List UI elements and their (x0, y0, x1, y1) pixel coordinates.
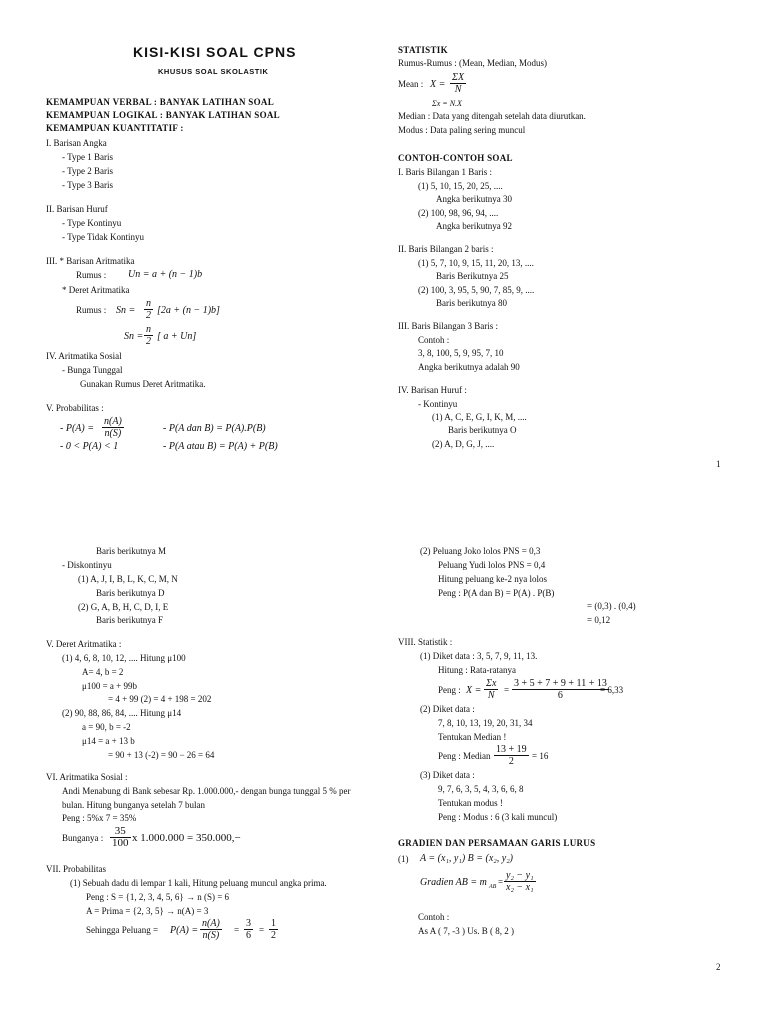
section-aritmatika-sosial: VI. Aritmatika Sosial : (46, 772, 128, 782)
section-aritmatika: III. * Barisan Aritmatika (46, 256, 135, 266)
text-line: Peng : P(A dan B) = P(A) . P(B) (438, 588, 555, 598)
text-line: Contoh : (418, 912, 450, 922)
list-item: (2) G, A, B, H, C, D, I, E (78, 602, 169, 612)
list-item: * Deret Aritmatika (62, 285, 130, 295)
list-item: (3) Diket data : (420, 770, 475, 780)
section-deret: V. Deret Aritmatika : (46, 639, 122, 649)
list-item: (1) Diket data : 3, 5, 7, 9, 11, 13. (420, 651, 538, 661)
page-title: KISI-KISI SOAL CPNS (133, 44, 297, 60)
formula-label: Rumus : (76, 270, 107, 280)
fraction: $\frac{n}{2}$ (146, 298, 151, 321)
fraction: $\frac{n(A)}{n(S)}$ (202, 918, 220, 941)
text-line: Peng : (438, 685, 461, 695)
text-line: Andi Menabung di Bank sebesar Rp. 1.000.000,- dengan bunga tunggal 5 % per (62, 786, 351, 796)
section-probabilitas: VII. Probabilitas (46, 864, 106, 874)
text-line: Rumus-Rumus : (Mean, Median, Modus) (398, 58, 547, 68)
text-line: 9, 7, 6, 3, 5, 4, 3, 6, 6, 8 (438, 784, 524, 794)
heading-logical: KEMAMPUAN LOGIKAL : BANYAK LATIHAN SOAL (46, 110, 280, 120)
page-subtitle: KHUSUS SOAL SKOLASTIK (158, 67, 269, 76)
section-statistik: VIII. Statistik : (398, 637, 453, 647)
formula-pa-or-b: - P(A atau B) = P(A) + P(B) (163, 441, 278, 452)
text-line: Baris berikutnya D (96, 588, 165, 598)
text-line: Baris berikutnya O (448, 425, 517, 435)
text-line: Angka berikutnya adalah 90 (418, 362, 520, 372)
list-number: (1) (398, 854, 409, 864)
result: = 6,33 (600, 685, 624, 695)
formula-label: Rumus : (76, 305, 107, 315)
list-item: (1) A, C, E, G, I, K, M, .... (432, 412, 527, 422)
fraction: $\frac{3 + 5 + 7 + 9 + 11 + 13}{6}$ (514, 678, 607, 701)
result: = 16 (532, 751, 549, 761)
text-line: Contoh : (418, 335, 450, 345)
list-item: - Type 2 Baris (62, 166, 113, 176)
text-line: Hitung : Rata-ratanya (438, 665, 516, 675)
fraction: $\frac{35}{100}$ (112, 825, 129, 849)
list-item: II. Baris Bilangan 2 baris : (398, 244, 494, 254)
text-line: Peng : Median (438, 751, 491, 761)
equals: = (498, 877, 504, 887)
formula-pa: P(A) = (170, 925, 199, 936)
list-item: (2) 100, 3, 95, 5, 90, 7, 85, 9, .... (418, 285, 535, 295)
list-item: (2) Diket data : (420, 704, 475, 714)
text-line: Bunganya : (62, 833, 104, 843)
list-item: (1) Sebuah dadu di lempar 1 kali, Hitung peluang muncul angka prima. (70, 878, 327, 888)
fraction: $\frac{3}{6}$ (246, 918, 251, 941)
text-line: μ100 = a + 99b (82, 681, 137, 691)
list-item: - Type 1 Baris (62, 152, 113, 162)
formula-sn2: [ a + Un] (157, 331, 197, 342)
text-line: Modus : Data paling sering muncul (398, 125, 526, 135)
list-item: (2) 90, 88, 86, 84, .... Hitung μ14 (62, 708, 182, 718)
text-line: a = 90, b = -2 (82, 722, 131, 732)
list-item: (1) 4, 6, 8, 10, 12, .... Hitung μ100 (62, 653, 186, 663)
formula-subscript: AB (489, 884, 497, 890)
equals: = (259, 925, 265, 935)
text-line: = 90 + 13 (-2) = 90 − 26 = 64 (108, 750, 215, 760)
page-number: 2 (716, 962, 721, 972)
text-line: Peng : 5%x 7 = 35% (62, 813, 137, 823)
text-line: Angka berikutnya 92 (436, 221, 512, 231)
formula-sn-label: Sn = (124, 331, 144, 342)
text-line: Baris Berikutnya 25 (436, 271, 509, 281)
formula-sn: [2a + (n − 1)b] (157, 305, 220, 316)
text-line: = 4 + 99 (2) = 4 + 198 = 202 (108, 694, 212, 704)
formula-points: A = (x₁, y₁) B = (x₂, y₂) (420, 853, 514, 864)
formula-pa-and-b: - P(A dan B) = P(A).P(B) (163, 423, 266, 434)
list-item: - Type 3 Baris (62, 180, 113, 190)
formula-un: Un = a + (n − 1)b (128, 269, 203, 280)
formula-bunga: x 1.000.000 = 350.000,− (132, 832, 241, 844)
text-line: Baris berikutnya M (96, 546, 166, 556)
heading-statistik: STATISTIK (398, 45, 448, 55)
formula-range: - 0 < P(A) < 1 (60, 441, 119, 452)
text-line: Baris berikutnya F (96, 615, 163, 625)
text-line: Peluang Yudi lolos PNS = 0,4 (438, 560, 546, 570)
list-item: - Type Kontinyu (62, 218, 122, 228)
list-item: (2) 100, 98, 96, 94, .... (418, 208, 499, 218)
list-item: - Kontinyu (418, 399, 458, 409)
text-line: Tentukan modus ! (438, 798, 503, 808)
list-item: (1) A, J, I, B, L, K, C, M, N (78, 574, 178, 584)
text-line: Peng : Modus : 6 (3 kali muncul) (438, 812, 558, 822)
list-item: - Diskontinyu (62, 560, 112, 570)
formula-pa: - P(A) = (60, 423, 94, 434)
text-line: Tentukan Median ! (438, 732, 507, 742)
list-item: IV. Barisan Huruf : (398, 385, 467, 395)
fraction: $\frac{\Sigma X}{N}$ (452, 72, 465, 95)
text-line: = 0,12 (587, 615, 611, 625)
text-line: 7, 8, 10, 13, 19, 20, 31, 34 (438, 718, 533, 728)
text-line: Sehingga Peluang = (86, 925, 159, 935)
section-probabilitas: V. Probabilitas : (46, 403, 104, 413)
equals: = (234, 925, 240, 935)
formula-sn-label: Sn = (116, 305, 136, 316)
text-line: As A ( 7, -3 ) Us. B ( 8, 2 ) (418, 926, 514, 936)
heading-verbal: KEMAMPUAN VERBAL : BANYAK LATIHAN SOAL (46, 97, 275, 107)
text-line: Angka berikutnya 30 (436, 194, 512, 204)
text-line: Gunakan Rumus Deret Aritmatika. (80, 379, 206, 389)
section-barisan-huruf: II. Barisan Huruf (46, 204, 108, 214)
text-line: Median : Data yang ditengah setelah data diurutkan. (398, 111, 586, 121)
heading-gradien: GRADIEN DAN PERSAMAAN GARIS LURUS (398, 838, 596, 848)
text-line: bulan. Hitung bunganya setelah 7 bulan (62, 800, 205, 810)
text-line: Hitung peluang ke-2 nya lolos (438, 574, 547, 584)
list-item: - Type Tidak Kontinyu (62, 232, 144, 242)
fraction: $\frac{13 + 19}{2}$ (496, 744, 527, 767)
fraction: $\frac{\Sigma x}{N}$ (486, 678, 497, 701)
heading-contoh-soal: CONTOH-CONTOH SOAL (398, 153, 513, 163)
heading-quantitative: KEMAMPUAN KUANTITATIF : (46, 123, 184, 133)
list-item: III. Baris Bilangan 3 Baris : (398, 321, 498, 331)
text-line: A = Prima = {2, 3, 5} → n(A) = 3 (86, 906, 209, 916)
list-item: (1) 5, 7, 10, 9, 15, 11, 20, 13, .... (418, 258, 534, 268)
section-barisan-angka: I. Barisan Angka (46, 138, 107, 148)
fraction: $\frac{n(A)}{n(S)}$ (104, 416, 122, 439)
list-item: (1) 5, 10, 15, 20, 25, .... (418, 181, 503, 191)
text-line: Peng : S = {1, 2, 3, 4, 5, 6} → n (S) = 6 (86, 892, 230, 902)
formula-gradien: Gradien AB = m (420, 877, 487, 888)
mean-symbol: X = (466, 685, 482, 696)
formula-sum: Σx = N.X (432, 99, 462, 108)
list-item: - Bunga Tunggal (62, 365, 123, 375)
list-item: (2) A, D, G, J, .... (432, 439, 495, 449)
text-line: 3, 8, 100, 5, 9, 95, 7, 10 (418, 348, 504, 358)
mean-label: Mean : (398, 79, 424, 89)
fraction: $\frac{1}{2}$ (271, 918, 276, 941)
text-line: A= 4, b = 2 (82, 667, 124, 677)
text-line: = (0,3) . (0,4) (587, 601, 636, 611)
equals: = (504, 685, 510, 695)
fraction: $\frac{n}{2}$ (146, 324, 151, 347)
text-line: Baris berikutnya 80 (436, 298, 507, 308)
fraction: $\frac{\text{y₂ − y₁}}{\text{x₂ − x₁}}$ (506, 870, 534, 893)
list-item: (2) Peluang Joko lolos PNS = 0,3 (420, 546, 541, 556)
list-item: I. Baris Bilangan 1 Baris : (398, 167, 492, 177)
section-aritmatika-sosial: IV. Aritmatika Sosial (46, 351, 122, 361)
text-line: μ14 = a + 13 b (82, 736, 135, 746)
mean-symbol: X = (430, 79, 446, 90)
page-number: 1 (716, 459, 721, 469)
